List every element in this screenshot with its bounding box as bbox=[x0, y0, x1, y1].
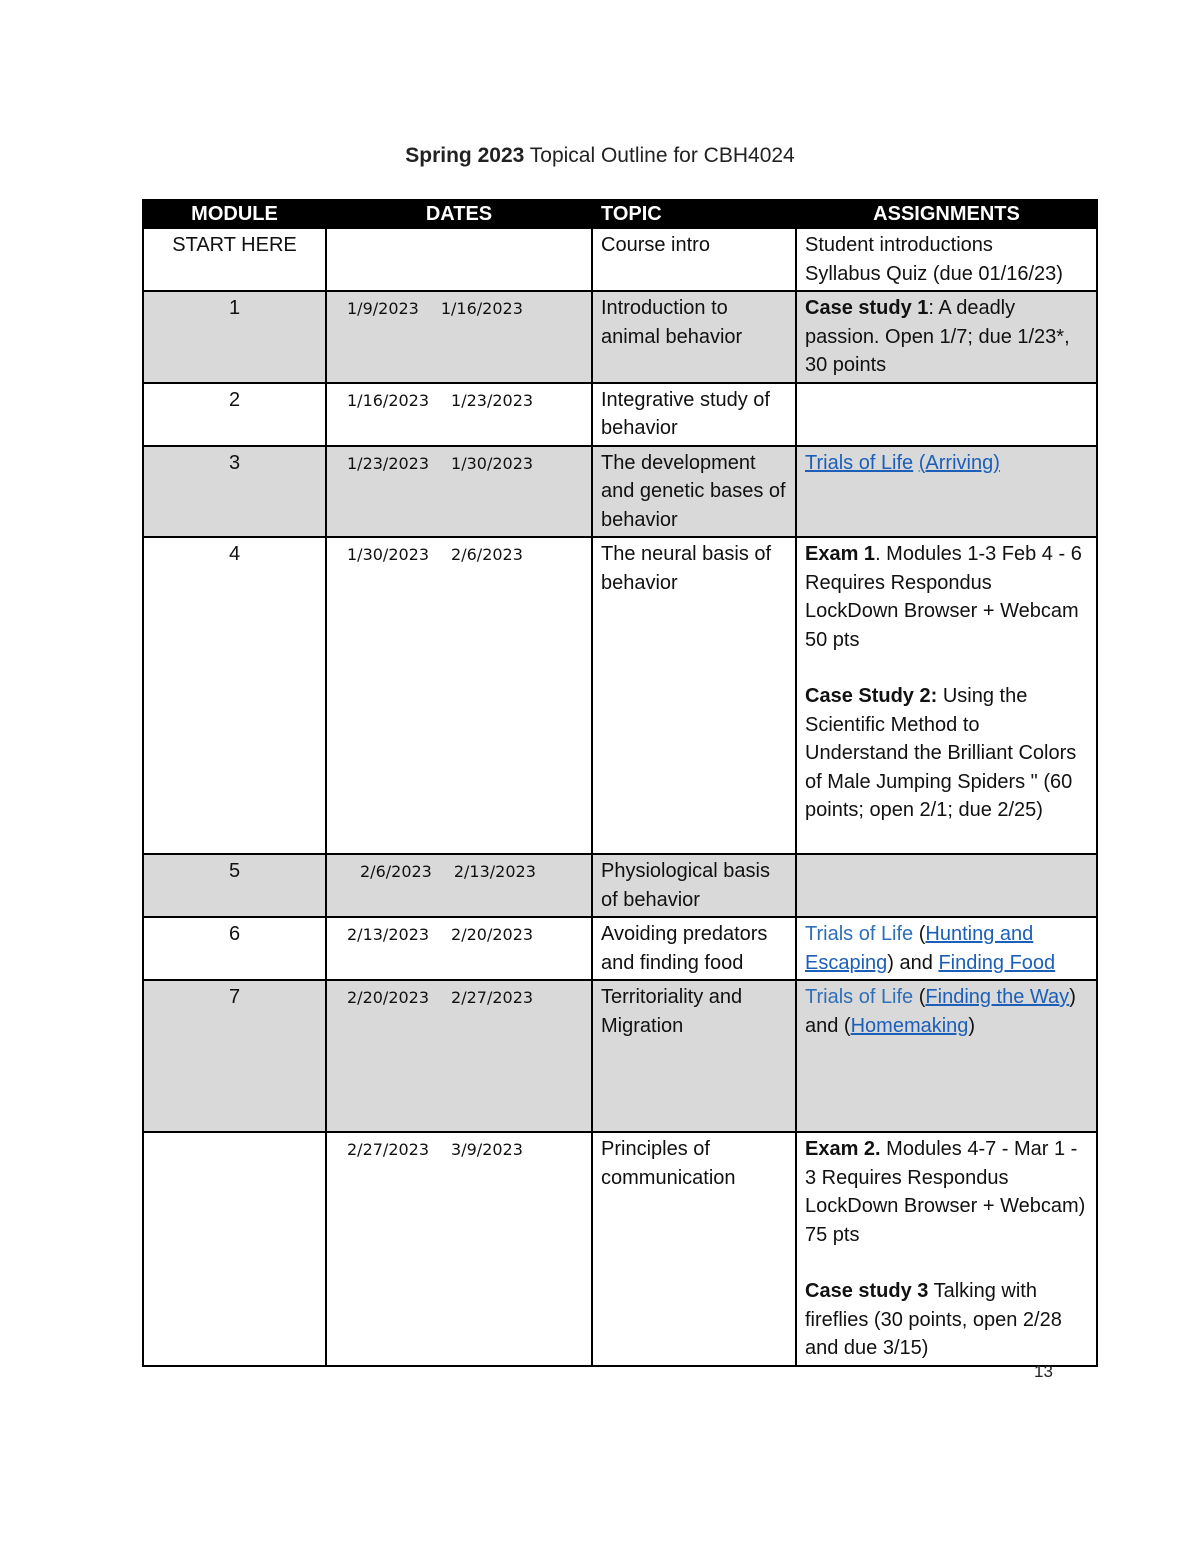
topic-cell: Integrative study of behavior bbox=[592, 383, 796, 446]
module-cell: 5 bbox=[143, 854, 326, 917]
assignments-cell bbox=[796, 1132, 1097, 1366]
header-topic: TOPIC bbox=[592, 200, 796, 228]
assignments-cell bbox=[796, 446, 1097, 538]
exam-text: Modules 4-7 - Mar 1 - 3 Requires Respondus LockDown Browser + Webcam) 75 pts bbox=[805, 1138, 1086, 1246]
case-study-entry bbox=[805, 1277, 1088, 1363]
spacer bbox=[805, 654, 1088, 682]
title-term: Spring 2023 bbox=[405, 144, 525, 167]
assignments-cell bbox=[796, 291, 1097, 383]
and-text: ) and ( bbox=[805, 986, 1076, 1037]
paren-open: ( bbox=[913, 923, 926, 945]
case-study-text: Using the Scientific Method to Understand the Brilliant Colors of Male Jumping Spiders " (60 points; open 2/1; due 2/25) bbox=[805, 685, 1077, 821]
trials-of-life-text: Trials of Life bbox=[805, 923, 914, 945]
table-row bbox=[143, 228, 1097, 291]
module-cell: 2 bbox=[143, 383, 326, 446]
header-dates: DATES bbox=[326, 200, 592, 228]
end-date: 1/30/2023 bbox=[451, 453, 534, 473]
end-date: 1/23/2023 bbox=[451, 390, 534, 410]
homemaking-link[interactable]: Homemaking bbox=[850, 1014, 969, 1037]
dates-cell bbox=[326, 383, 592, 446]
topic-cell: Territoriality and Migration bbox=[592, 980, 796, 1132]
table-row bbox=[143, 1132, 1097, 1366]
start-date: 1/23/2023 bbox=[347, 453, 430, 473]
start-date: 2/6/2023 bbox=[360, 862, 432, 881]
topic-cell: Course intro bbox=[592, 228, 796, 291]
dates-cell bbox=[326, 537, 592, 854]
topic-cell: The development and genetic bases of behavior bbox=[592, 446, 796, 538]
header-module: MODULE bbox=[143, 200, 326, 228]
assignments-cell bbox=[796, 917, 1097, 980]
header-row bbox=[143, 200, 1097, 228]
start-date: 2/13/2023 bbox=[347, 925, 430, 944]
assignments-cell bbox=[796, 980, 1097, 1132]
table-row bbox=[143, 446, 1097, 538]
dates-cell bbox=[326, 917, 592, 980]
module-cell: 4 bbox=[143, 537, 326, 854]
topic-cell: Principles of communication bbox=[592, 1132, 796, 1366]
start-date: 1/16/2023 bbox=[347, 390, 430, 410]
start-date: 1/30/2023 bbox=[347, 545, 430, 564]
assignment-line: Student introductions bbox=[805, 234, 993, 256]
case-study-text: : A deadly passion. Open 1/7; due 1/23*, 30 points bbox=[805, 297, 1070, 376]
assignments-cell bbox=[796, 383, 1097, 446]
module-cell: 3 bbox=[143, 446, 326, 538]
and-text: ) and bbox=[887, 951, 939, 974]
dates-cell bbox=[326, 854, 592, 917]
case-study-label: Case Study 2: bbox=[805, 685, 938, 707]
assignment-line: Syllabus Quiz (due 01/16/23) bbox=[805, 262, 1063, 285]
module-cell: 6 bbox=[143, 917, 326, 980]
header-assignments: ASSIGNMENTS bbox=[796, 200, 1097, 228]
case-study-label: Case study 1 bbox=[805, 297, 929, 319]
module-cell: 7 bbox=[143, 980, 326, 1132]
table-row bbox=[143, 291, 1097, 383]
end-date: 2/20/2023 bbox=[451, 925, 534, 944]
start-date: 2/27/2023 bbox=[347, 1140, 430, 1159]
end-date: 3/9/2023 bbox=[451, 1140, 523, 1159]
arriving-link[interactable]: (Arriving) bbox=[918, 451, 1000, 474]
table-row bbox=[143, 854, 1097, 917]
topic-cell: Avoiding predators and finding food bbox=[592, 917, 796, 980]
case-study-text: Talking with fireflies (30 points, open 2/28 and due 3/15) bbox=[805, 1280, 1062, 1359]
case-study-label: Case study 3 bbox=[805, 1280, 929, 1302]
topic-cell: Physiological basis of behavior bbox=[592, 854, 796, 917]
exam-text: . Modules 1-3 Feb 4 - 6 Requires Respondus LockDown Browser + Webcam 50 pts bbox=[805, 543, 1082, 651]
dates-cell bbox=[326, 1132, 592, 1366]
title-rest: Topical Outline for CBH4024 bbox=[524, 144, 795, 167]
start-date: 2/20/2023 bbox=[347, 988, 430, 1007]
dates-cell bbox=[326, 291, 592, 383]
page-number: 13 bbox=[1034, 1362, 1053, 1381]
table-row bbox=[143, 537, 1097, 854]
spacer bbox=[805, 1249, 1088, 1277]
dates-cell bbox=[326, 980, 592, 1132]
exam-label: Exam 1 bbox=[805, 543, 876, 565]
exam-label: Exam 2. bbox=[805, 1138, 881, 1160]
table-row bbox=[143, 980, 1097, 1132]
start-date: 1/9/2023 bbox=[347, 299, 419, 318]
end-date: 2/6/2023 bbox=[451, 545, 523, 564]
end-date: 2/13/2023 bbox=[453, 862, 536, 881]
page-title bbox=[0, 144, 1200, 168]
exam-entry bbox=[805, 540, 1088, 654]
table-row bbox=[143, 383, 1097, 446]
finding-the-way-link[interactable]: Finding the Way bbox=[925, 986, 1070, 1008]
module-cell: START HERE bbox=[143, 228, 326, 291]
hunting-and-escaping-link[interactable]: Hunting and Escaping bbox=[805, 923, 1034, 974]
trials-of-life-link[interactable]: Trials of Life bbox=[805, 451, 914, 474]
trials-of-life-text: Trials of Life bbox=[805, 986, 914, 1008]
topical-outline-table bbox=[142, 199, 1098, 1367]
topic-cell: The neural basis of behavior bbox=[592, 537, 796, 854]
paren-open: ( bbox=[913, 986, 926, 1008]
dates-cell bbox=[326, 446, 592, 538]
end-date: 1/16/2023 bbox=[440, 299, 523, 318]
topic-cell: Introduction to animal behavior bbox=[592, 291, 796, 383]
assignments-cell bbox=[796, 854, 1097, 917]
table-row bbox=[143, 917, 1097, 980]
case-study-entry bbox=[805, 682, 1088, 825]
module-cell: 1 bbox=[143, 291, 326, 383]
dates-cell bbox=[326, 228, 592, 291]
exam-entry bbox=[805, 1135, 1088, 1249]
finding-food-link[interactable]: Finding Food bbox=[938, 951, 1056, 974]
module-cell bbox=[143, 1132, 326, 1366]
assignments-cell bbox=[796, 537, 1097, 854]
end-date: 2/27/2023 bbox=[451, 988, 534, 1007]
assignments-cell bbox=[796, 228, 1097, 291]
paren-close: ) bbox=[968, 1014, 976, 1037]
